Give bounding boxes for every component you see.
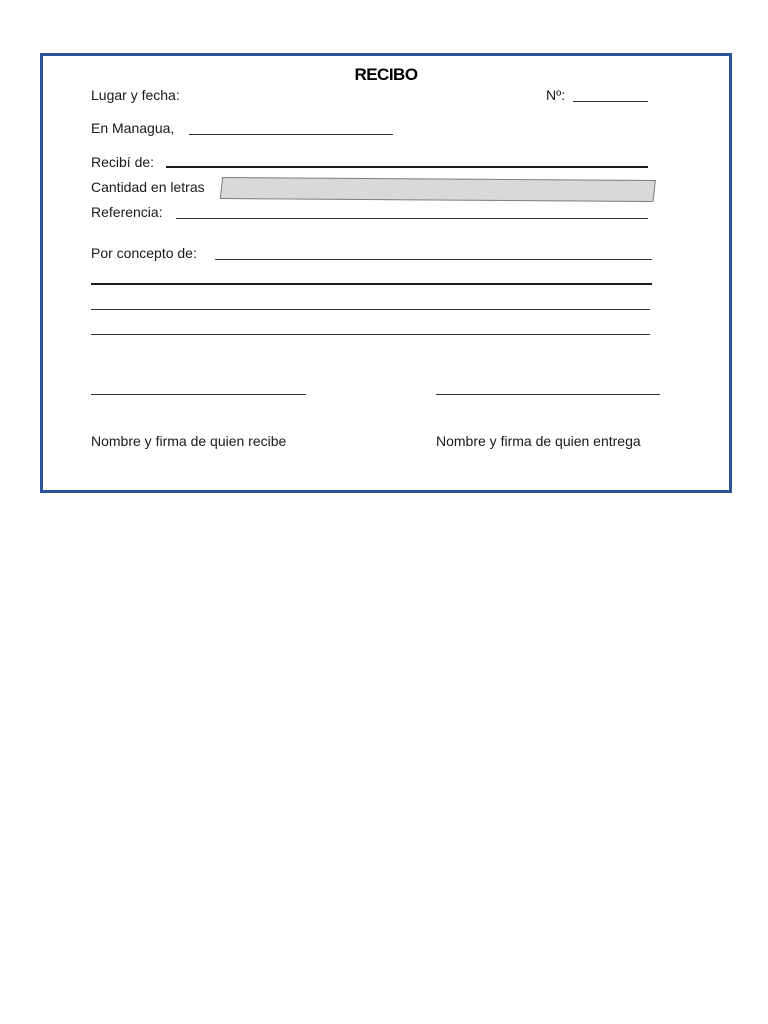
receiver-signature-label: Nombre y firma de quien recibe (91, 433, 287, 449)
received-from-field[interactable] (166, 166, 648, 168)
city-label: En Managua, (91, 120, 175, 136)
received-from-label: Recibí de: (91, 154, 155, 170)
concept-field-line-4[interactable] (91, 334, 650, 335)
amount-words-label: Cantidad en letras (91, 179, 205, 195)
receipt-form (40, 53, 732, 493)
place-date-label: Lugar y fecha: (91, 87, 180, 103)
giver-signature-label: Nombre y firma de quien entrega (436, 433, 641, 449)
receipt-title: RECIBO (354, 65, 418, 84)
date-field[interactable] (189, 134, 393, 135)
concept-field-line-3[interactable] (91, 309, 650, 310)
concept-field-line-1[interactable] (215, 259, 652, 260)
reference-field[interactable] (176, 218, 648, 219)
amount-words-field[interactable] (220, 177, 656, 202)
reference-label: Referencia: (91, 204, 163, 220)
concept-label: Por concepto de: (91, 245, 197, 261)
concept-field-line-2[interactable] (91, 283, 652, 285)
receipt-number-field[interactable] (573, 101, 648, 102)
receiver-signature-line[interactable] (91, 394, 306, 395)
receipt-number-label: Nº: (546, 87, 566, 103)
giver-signature-line[interactable] (436, 394, 660, 395)
